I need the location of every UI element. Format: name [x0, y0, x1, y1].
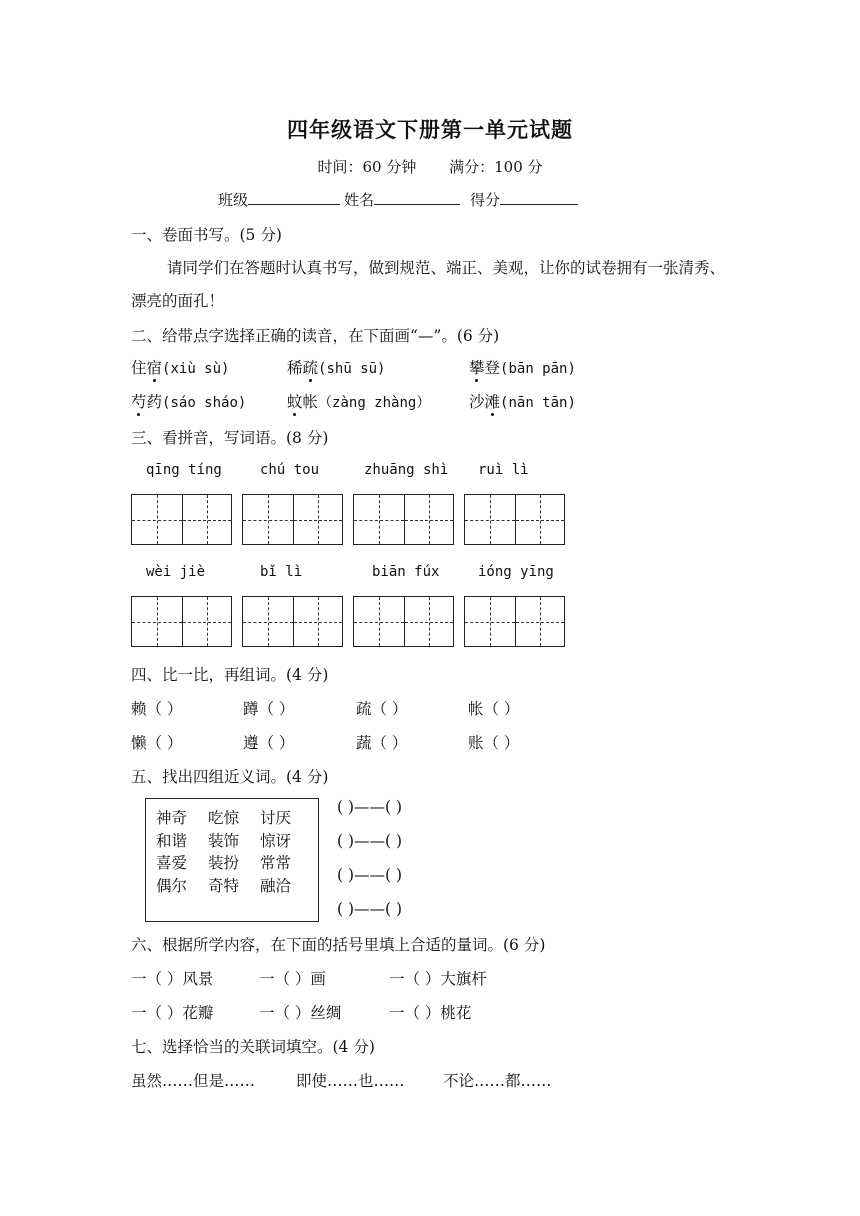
synonym-pair-blank[interactable]: ( )——( ) [337, 866, 403, 884]
measure-word-item[interactable]: 一（ ）画 [259, 970, 326, 988]
section-3-heading: 三、看拼音，写词语。(8 分) [131, 429, 329, 447]
writing-grid[interactable] [131, 494, 232, 545]
measure-word-item[interactable]: 一（ ）桃花 [389, 1004, 472, 1022]
measure-word-item[interactable]: 一（ ）丝绸 [259, 1004, 342, 1022]
pronunciation-item: 攀登(bān pān) [469, 359, 576, 377]
pinyin-label: biān fúx [372, 564, 440, 580]
compare-item[interactable]: 蔬（ ） [356, 734, 408, 752]
compare-item[interactable]: 赖（ ） [131, 700, 183, 718]
conjunction-option: 不论……都…… [443, 1072, 552, 1090]
time-limit: 时间：60 分钟 [317, 158, 417, 176]
pinyin-label: bǐ lì [260, 564, 303, 580]
compare-item[interactable]: 蹲（ ） [243, 700, 295, 718]
name-blank[interactable] [374, 190, 460, 205]
synonym-pair-blank[interactable]: ( )——( ) [337, 900, 403, 918]
pronunciation-item: 沙滩(nān tān) [469, 393, 576, 411]
pronunciation-item: 住宿(xiù sù) [131, 359, 230, 377]
section-1-heading: 一、卷面书写。(5 分) [131, 226, 282, 244]
word-bank-box [145, 798, 319, 922]
writing-grid[interactable] [353, 596, 454, 647]
section-2-heading: 二、给带点字选择正确的读音，在下面画“—”。(6 分) [131, 327, 500, 345]
compare-item[interactable]: 疏（ ） [356, 700, 408, 718]
measure-word-item[interactable]: 一（ ）风景 [131, 970, 214, 988]
section-6-heading: 六、根据所学内容，在下面的括号里填上合适的量词。(6 分) [131, 936, 546, 954]
word: 偶尔 [156, 876, 188, 895]
pinyin-label: wèi jiè [146, 564, 206, 580]
pinyin-label: ruì lì [478, 462, 529, 478]
score-blank[interactable] [500, 190, 578, 205]
section-5-heading: 五、找出四组近义词。(4 分) [131, 768, 329, 786]
writing-grid[interactable] [353, 494, 454, 545]
compare-item[interactable]: 账（ ） [468, 734, 520, 752]
pinyin-label: qīng tíng [146, 462, 222, 478]
compare-item[interactable]: 遵（ ） [243, 734, 295, 752]
word: 装扮 [208, 854, 240, 872]
name-label: 姓名 [344, 191, 375, 209]
writing-grid[interactable] [242, 596, 343, 647]
word: 讨厌 [260, 809, 292, 827]
pronunciation-item: 稀疏(shū sū) [287, 359, 386, 377]
synonym-pair-blank[interactable]: ( )——( ) [337, 832, 403, 850]
compare-item[interactable]: 懒（ ） [131, 734, 183, 752]
measure-word-item[interactable]: 一（ ）花瓣 [131, 1004, 214, 1022]
class-label: 班级 [218, 191, 249, 209]
pronunciation-item: 芍药(sáo sháo) [131, 393, 247, 411]
student-info-line [218, 189, 582, 210]
compare-item[interactable]: 帐（ ） [468, 700, 520, 718]
word: 神奇 [156, 809, 188, 827]
full-score: 满分：100 分 [449, 158, 543, 176]
section-7-heading: 七、选择恰当的关联词填空。(4 分) [131, 1038, 375, 1056]
word: 装饰 [208, 831, 240, 850]
page-title: 四年级语文下册第一单元试题 [287, 117, 573, 142]
writing-grid[interactable] [242, 494, 343, 545]
writing-grid[interactable] [464, 494, 565, 545]
class-blank[interactable] [248, 190, 340, 205]
conjunction-option: 即使……也…… [296, 1072, 405, 1090]
conjunction-option: 虽然……但是…… [131, 1072, 256, 1090]
word: 和谐 [156, 831, 188, 850]
word: 喜爱 [156, 854, 188, 872]
exam-meta [0, 156, 860, 177]
word: 常常 [260, 854, 292, 872]
pinyin-label: chú tou [260, 462, 320, 478]
section-1-text: 请同学们在答题时认真书写，做到规范、端正、美观，让你的试卷拥有一张清秀、漂亮的面孔！ [131, 259, 726, 310]
word: 惊讶 [260, 831, 292, 850]
writing-grid[interactable] [131, 596, 232, 647]
section-4-heading: 四、比一比，再组词。(4 分) [131, 666, 329, 684]
score-label: 得分 [470, 191, 501, 209]
word: 吃惊 [208, 809, 240, 827]
pinyin-label: ióng yīng [478, 564, 554, 580]
synonym-pair-blank[interactable]: ( )——( ) [337, 798, 403, 816]
pinyin-label: zhuāng shì [364, 462, 449, 478]
measure-word-item[interactable]: 一（ ）大旗杆 [389, 970, 487, 988]
pronunciation-item: 蚊帐（zàng zhàng） [287, 393, 431, 411]
word: 融洽 [260, 876, 292, 895]
writing-grid[interactable] [464, 596, 565, 647]
word: 奇特 [208, 876, 240, 895]
